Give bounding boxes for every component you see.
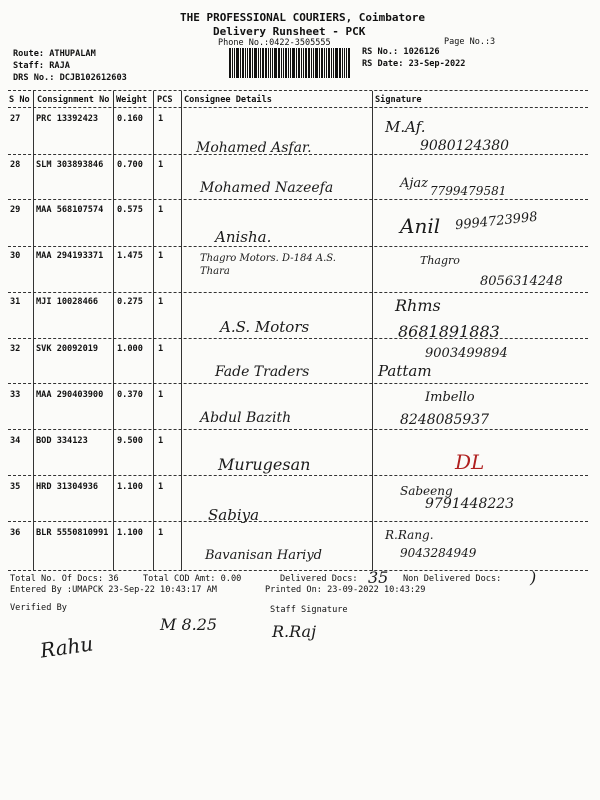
barcode-bar bbox=[232, 48, 233, 78]
row-sno: 35 bbox=[10, 482, 21, 492]
barcode-bar bbox=[229, 48, 231, 78]
barcode-bar bbox=[240, 48, 241, 78]
route: Route: ATHUPALAM bbox=[13, 49, 96, 59]
row-weight: 0.275 bbox=[117, 297, 143, 307]
row-consignment: SLM 303893846 bbox=[36, 160, 104, 170]
barcode-bar bbox=[268, 48, 269, 78]
col-signature: Signature bbox=[375, 95, 422, 105]
consignee-handwriting: Fade Traders bbox=[215, 364, 310, 380]
barcode-bar bbox=[278, 48, 280, 78]
barcode-bar bbox=[290, 48, 291, 78]
staff-signature: R.Raj bbox=[272, 622, 317, 641]
barcode-bar bbox=[298, 48, 300, 78]
barcode-bar bbox=[346, 48, 347, 78]
barcode-bar bbox=[321, 48, 323, 78]
barcode-bar bbox=[249, 48, 251, 78]
barcode-bar bbox=[339, 48, 341, 78]
page-number: Page No.:3 bbox=[444, 37, 496, 47]
barcode-bar bbox=[342, 48, 343, 78]
staff-signature-label: Staff Signature bbox=[270, 605, 348, 615]
total-docs: Total No. Of Docs: 36 bbox=[10, 574, 119, 584]
row-sno: 29 bbox=[10, 205, 21, 215]
col-consignee: Consignee Details bbox=[184, 95, 272, 105]
phone-handwriting: 9791448223 bbox=[425, 496, 515, 512]
row-pcs: 1 bbox=[158, 251, 164, 261]
barcode-bar bbox=[301, 48, 302, 78]
barcode-bar bbox=[262, 48, 264, 78]
row-weight: 9.500 bbox=[117, 436, 143, 446]
row-consignment: PRC 13392423 bbox=[36, 114, 99, 124]
signature-handwriting: R.Rang. bbox=[385, 528, 434, 542]
row-sno: 33 bbox=[10, 390, 21, 400]
signature-handwriting: Sabeeng bbox=[400, 484, 453, 498]
consignee-handwriting: A.S. Motors bbox=[220, 318, 310, 336]
rs-number: RS No.: 1026126 bbox=[362, 47, 440, 57]
barcode-bar bbox=[258, 48, 259, 78]
row-consignment: BLR 5550810991 bbox=[36, 528, 109, 538]
barcode-bar bbox=[303, 48, 304, 78]
barcode-bar bbox=[328, 48, 330, 78]
row-consignment: BOD 334123 bbox=[36, 436, 88, 446]
delivered-docs-handwriting: 35 bbox=[368, 568, 389, 587]
col-sno: S No bbox=[9, 95, 30, 105]
barcode-bar bbox=[333, 48, 334, 78]
barcode-bar bbox=[274, 48, 277, 78]
row-sno: 27 bbox=[10, 114, 21, 124]
signature-handwriting: Rhms bbox=[395, 296, 441, 315]
barcode-bar bbox=[348, 48, 350, 78]
consignee-handwriting: Thagro Motors. D-184 A.S. Thara bbox=[200, 253, 336, 277]
barcode-bar bbox=[288, 48, 289, 78]
drs-number: DRS No.: DCJB102612603 bbox=[13, 73, 127, 83]
signature-handwriting: Ajaz bbox=[400, 176, 429, 191]
barcode-bar bbox=[234, 48, 235, 78]
company-name: THE PROFESSIONAL COURIERS, Coimbatore bbox=[180, 11, 426, 24]
barcode-bar bbox=[326, 48, 327, 78]
barcode-bar bbox=[272, 48, 273, 78]
row-weight: 1.100 bbox=[117, 482, 143, 492]
row-pcs: 1 bbox=[158, 114, 164, 124]
time-signature: M 8.25 bbox=[160, 615, 218, 634]
phone-handwriting: 8056314248 bbox=[480, 274, 563, 289]
row-weight: 0.370 bbox=[117, 390, 143, 400]
barcode-bar bbox=[265, 48, 267, 78]
verified-by-label: Verified By bbox=[10, 603, 67, 613]
barcode-bar bbox=[313, 48, 314, 78]
row-pcs: 1 bbox=[158, 528, 164, 538]
barcode-bar bbox=[305, 48, 307, 78]
consignee-handwriting: Mohamed Nazeefa bbox=[200, 180, 334, 196]
signature-handwriting: Pattam bbox=[378, 362, 432, 380]
row-sno: 30 bbox=[10, 251, 21, 261]
consignee-handwriting: Mohamed Asfar. bbox=[196, 140, 312, 156]
barcode-bar bbox=[236, 48, 239, 78]
row-weight: 0.575 bbox=[117, 205, 143, 215]
non-delivered-handwriting: ) bbox=[530, 568, 537, 587]
phone-handwriting: 8248085937 bbox=[400, 412, 490, 428]
row-sno: 32 bbox=[10, 344, 21, 354]
row-sno: 36 bbox=[10, 528, 21, 538]
row-weight: 1.475 bbox=[117, 251, 143, 261]
col-consignment: Consignment No bbox=[37, 95, 110, 105]
phone-handwriting: 9080124380 bbox=[420, 138, 510, 154]
col-pcs: PCS bbox=[157, 95, 173, 105]
barcode-bar bbox=[335, 48, 338, 78]
col-weight: Weight bbox=[116, 95, 148, 105]
verified-signature: Rahu bbox=[38, 631, 95, 663]
row-consignment: MJI 10028466 bbox=[36, 297, 99, 307]
consignee-handwriting: Anisha. bbox=[215, 228, 272, 246]
row-pcs: 1 bbox=[158, 205, 164, 215]
barcode-bar bbox=[281, 48, 282, 78]
barcode bbox=[229, 48, 355, 78]
row-weight: 0.700 bbox=[117, 160, 143, 170]
consignee-handwriting: Sabiya bbox=[208, 506, 260, 524]
staff: Staff: RAJA bbox=[13, 61, 70, 71]
row-pcs: 1 bbox=[158, 160, 164, 170]
signature-handwriting: Anil bbox=[400, 214, 441, 238]
barcode-bar bbox=[292, 48, 295, 78]
row-consignment: HRD 31304936 bbox=[36, 482, 99, 492]
barcode-bar bbox=[283, 48, 284, 78]
barcode-bar bbox=[324, 48, 325, 78]
phone-handwriting: 7799479581 bbox=[430, 184, 507, 198]
barcode-bar bbox=[285, 48, 287, 78]
barcode-bar bbox=[245, 48, 246, 78]
row-pcs: 1 bbox=[158, 390, 164, 400]
row-pcs: 1 bbox=[158, 436, 164, 446]
barcode-bar bbox=[344, 48, 345, 78]
total-cod: Total COD Amt: 0.00 bbox=[143, 574, 242, 584]
signature-handwriting: Imbello bbox=[425, 390, 475, 405]
barcode-bar bbox=[331, 48, 332, 78]
entered-by: Entered By :UMAPCK 23-Sep-22 10:43:17 AM bbox=[10, 585, 217, 595]
phone-number: Phone No.:0422-3505555 bbox=[218, 38, 331, 48]
row-consignment: MAA 290403900 bbox=[36, 390, 104, 400]
row-pcs: 1 bbox=[158, 482, 164, 492]
row-pcs: 1 bbox=[158, 297, 164, 307]
phone-handwriting: 9994723998 bbox=[454, 209, 539, 234]
barcode-bar bbox=[254, 48, 257, 78]
phone-handwriting: 9003499894 bbox=[425, 346, 508, 361]
signature-handwriting: M.Af. bbox=[385, 118, 426, 136]
barcode-bar bbox=[260, 48, 261, 78]
row-consignment: MAA 294193371 bbox=[36, 251, 104, 261]
barcode-bar bbox=[242, 48, 244, 78]
row-consignment: MAA 568107574 bbox=[36, 205, 104, 215]
row-weight: 0.160 bbox=[117, 114, 143, 124]
printed-on: Printed On: 23-09-2022 10:43:29 bbox=[265, 585, 426, 595]
phone-handwriting: 8681891883 bbox=[398, 322, 500, 341]
row-sno: 31 bbox=[10, 297, 21, 307]
rs-date: RS Date: 23-Sep-2022 bbox=[362, 59, 466, 69]
non-delivered-docs: Non Delivered Docs: bbox=[403, 574, 502, 584]
row-sno: 28 bbox=[10, 160, 21, 170]
consignee-handwriting: Bavanisan Hariyd bbox=[205, 548, 322, 563]
consignee-handwriting: Murugesan bbox=[218, 455, 311, 474]
row-weight: 1.100 bbox=[117, 528, 143, 538]
signature-handwriting: DL bbox=[455, 450, 485, 474]
barcode-bar bbox=[311, 48, 312, 78]
barcode-bar bbox=[247, 48, 248, 78]
row-pcs: 1 bbox=[158, 344, 164, 354]
barcode-bar bbox=[252, 48, 253, 78]
consignee-handwriting: Abdul Bazith bbox=[200, 410, 292, 426]
row-consignment: SVK 20092019 bbox=[36, 344, 99, 354]
barcode-bar bbox=[296, 48, 297, 78]
document-title: Delivery Runsheet - PCK bbox=[213, 25, 366, 38]
barcode-bar bbox=[315, 48, 318, 78]
barcode-bar bbox=[319, 48, 320, 78]
row-sno: 34 bbox=[10, 436, 21, 446]
signature-handwriting: Thagro bbox=[420, 254, 460, 267]
delivered-docs: Delivered Docs: bbox=[280, 574, 358, 584]
phone-handwriting: 9043284949 bbox=[400, 546, 477, 560]
barcode-bar bbox=[308, 48, 310, 78]
barcode-bar bbox=[270, 48, 271, 78]
row-weight: 1.000 bbox=[117, 344, 143, 354]
